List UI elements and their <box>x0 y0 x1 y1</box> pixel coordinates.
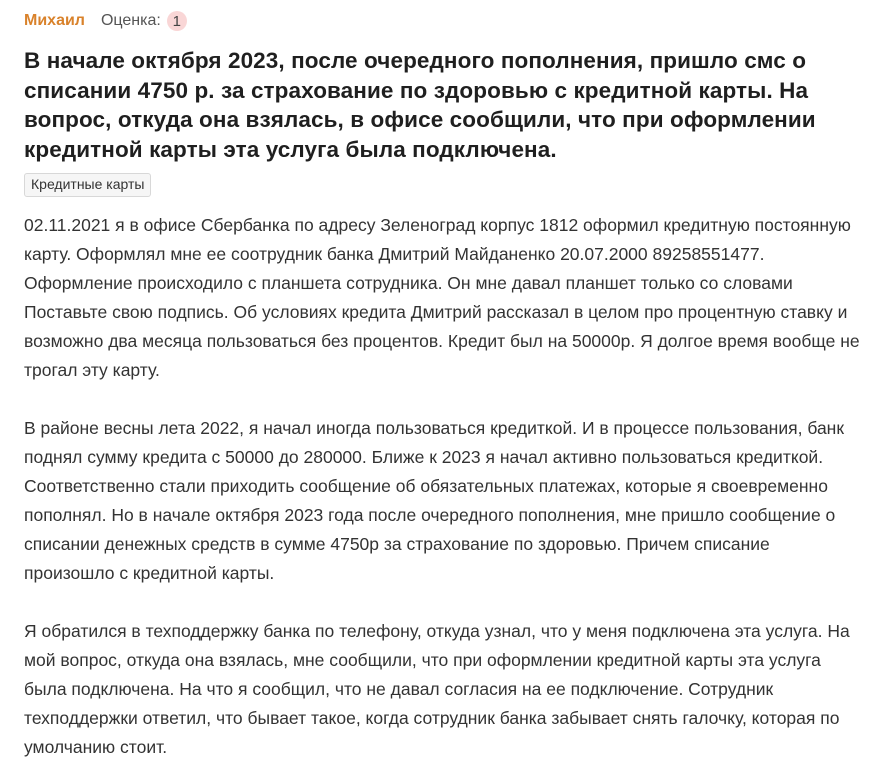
review-meta <box>24 8 860 34</box>
rating-badge: 1 <box>167 11 187 31</box>
review-body <box>24 211 860 762</box>
category-tag[interactable]: Кредитные карты <box>24 173 151 197</box>
review-paragraph: В районе весны лета 2022, я начал иногда пользоваться кредиткой. И в процессе пользования, банк поднял сумму кредита с 50000 до 280000. Ближе к 2023 я начал активно пользоваться кредиткой. Соответственно стали приходить сообщение об обязательных платежах, которые я своевременно пополнял. Но в начале октября 2023 года после очередного пополнения, мне пришло сообщение о списании денежных средств в сумме 4750р за страхование по здоровью. Причем списание произошло с кредитной карты. <box>24 418 844 583</box>
review-paragraph: 02.11.2021 я в офисе Сбербанка по адресу Зеленоград корпус 1812 оформил кредитную постоянную карту. Оформлял мне ее соотрудник банка Дмитрий Майданенко 20.07.2000 89258551477. Оформление происходило с планшета сотрудника. Он мне давал планшет только со словами Поставьте свою подпись. Об условиях кредита Дмитрий рассказал в целом про процентную ставку и возможно два месяца пользоваться без процентов. Кредит был на 50000р. Я долгое время вообще не трогал эту карту. <box>24 215 860 380</box>
review-title: В начале октября 2023, после очередного пополнения, пришло смс о списании 4750 р. за страхование по здоровью с кредитной карты. На вопрос, откуда она взялась, в офисе сообщили, что при оформлении кредитной карты эта услуга была подключена. <box>24 48 816 162</box>
review-paragraph: Я обратился в техподдержку банка по телефону, откуда узнал, что у меня подключена эта услуга. На мой вопрос, откуда она взялась, мне сообщили, что при оформлении кредитной карты эта услуга была подключена. На что я сообщил, что не давал согласия на ее подключение. Сотрудник техподдержки ответил, что бывает такое, когда сотрудник банка забывает снять галочку, которая по умолчанию стоит. <box>24 621 850 757</box>
author-name-link[interactable]: Михаил <box>24 12 85 29</box>
rating-label: Оценка: <box>100 12 161 29</box>
